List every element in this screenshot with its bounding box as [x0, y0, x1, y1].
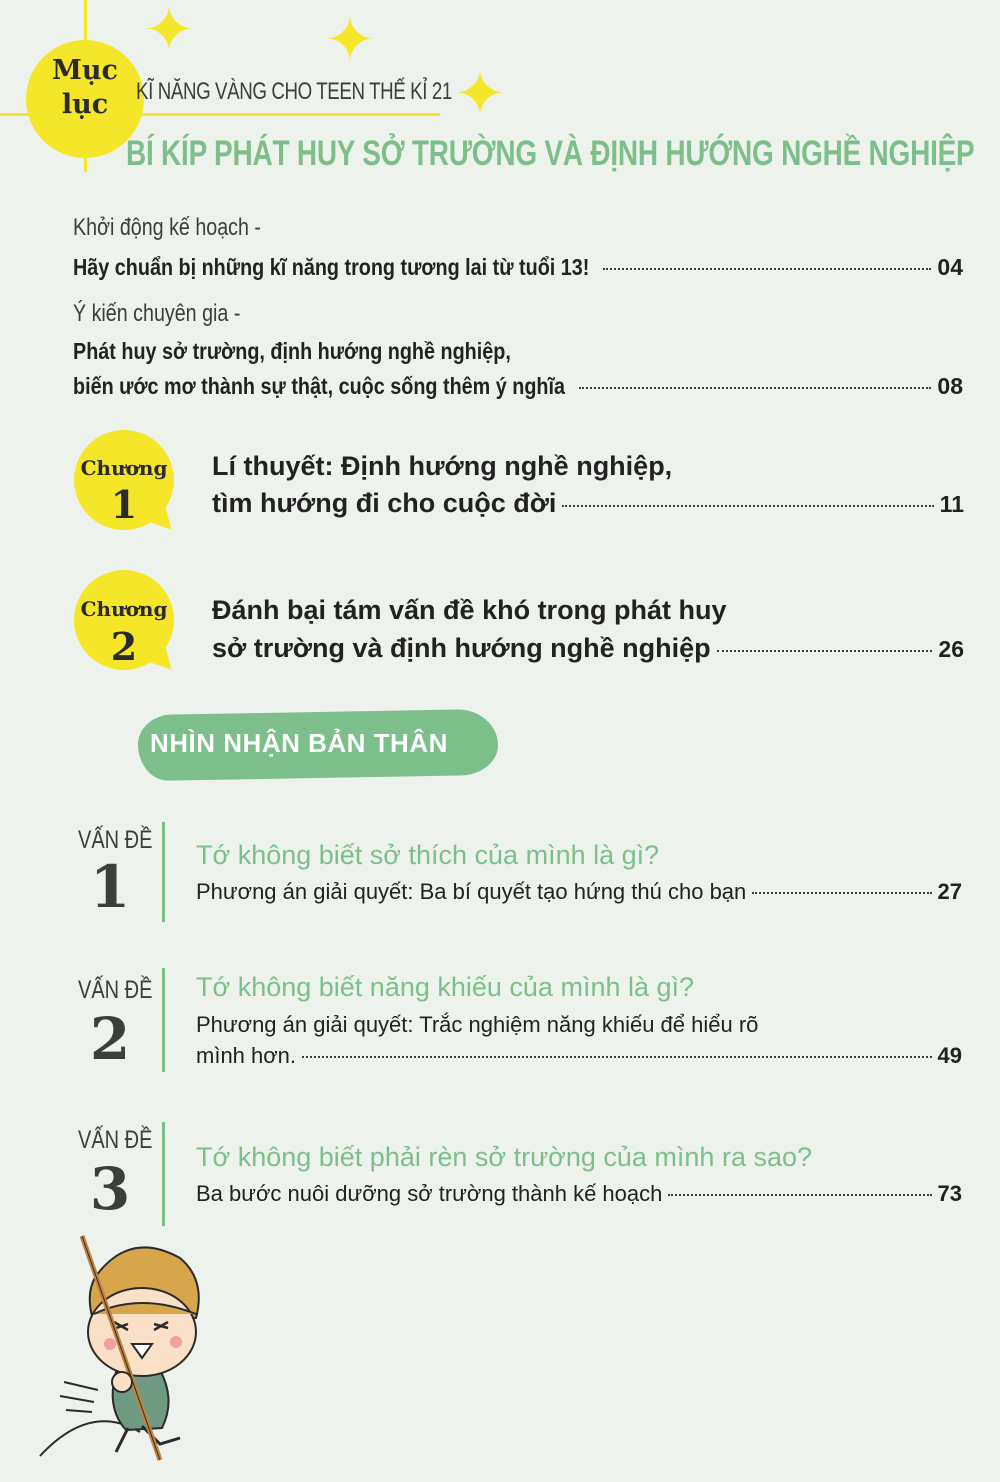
intro-title-line	[73, 338, 582, 365]
page-number: 27	[937, 879, 962, 904]
toc-badge-text	[26, 54, 144, 122]
sparkle-icon: ✦	[324, 6, 376, 75]
chapter-entry-2[interactable]	[212, 630, 964, 668]
page-number: 11	[939, 491, 964, 517]
issue-label: VẤN ĐỀ	[78, 826, 153, 854]
cartoon-boy-illustration	[30, 1232, 230, 1462]
leader-dots	[717, 650, 933, 652]
chapter-title: Lí thuyết: Định hướng nghề nghiệp,	[212, 451, 673, 481]
chapter-title: tìm hướng đi cho cuộc đời	[212, 488, 557, 518]
page-number: 04	[937, 254, 963, 280]
issue-divider	[162, 968, 165, 1072]
page-number: 49	[937, 1043, 962, 1068]
leader-dots	[603, 268, 931, 270]
issue-title: Tớ không biết sở thích của mình là gì?	[196, 840, 660, 870]
issue-title: Tớ không biết năng khiếu của mình là gì?	[196, 972, 695, 1002]
issue-title: Tớ không biết phải rèn sở trường của mình ra sao?	[196, 1142, 813, 1172]
issue-solution: mình hơn.	[196, 1043, 297, 1068]
intro-prefix: Ý kiến chuyên gia -	[73, 300, 241, 327]
page-number: 26	[938, 636, 964, 662]
chapter-number: 1	[110, 482, 138, 527]
toc-badge-line1: Mục	[52, 55, 118, 86]
issue-entry-2[interactable]	[196, 1043, 962, 1069]
sparkle-icon: ✦	[143, 0, 195, 65]
page-number: 08	[937, 373, 963, 399]
issue-divider	[162, 822, 165, 922]
issue-solution: Phương án giải quyết: Ba bí quyết tạo hứng thú cho bạn	[196, 879, 747, 904]
leader-dots	[302, 1056, 931, 1058]
chapter-title: sở trường và định hướng nghề nghiệp	[212, 633, 711, 663]
sparkle-icon: ✦	[454, 60, 506, 129]
issue-number: 2	[89, 1005, 131, 1073]
chapter-entry-1[interactable]	[212, 485, 964, 523]
issue-label: VẤN ĐỀ	[78, 976, 153, 1004]
intro-title: Phát huy sở trường, định hướng nghề nghiệp,	[73, 338, 511, 364]
intro-title: biến ước mơ thành sự thật, cuộc sống thêm ý nghĩa	[73, 373, 565, 399]
intro-entry-2[interactable]	[73, 373, 963, 400]
chapter-label: Chương	[80, 597, 168, 621]
leader-dots	[668, 1194, 931, 1196]
issue-number: 3	[89, 1155, 131, 1223]
intro-entry-1[interactable]	[73, 254, 963, 281]
intro-title: Hãy chuẩn bị những kĩ năng trong tương lai từ tuổi 13!	[73, 254, 590, 280]
chapter-number: 2	[110, 624, 138, 669]
book-title: BÍ KÍP PHÁT HUY SỞ TRƯỜNG VÀ ĐỊNH HƯỚNG NGHỀ NGHIỆP	[126, 134, 975, 173]
issue-entry-1[interactable]	[196, 879, 962, 905]
section-title: NHÌN NHẬN BẢN THÂN	[150, 728, 448, 758]
leader-dots	[579, 387, 931, 389]
issue-entry-3[interactable]	[196, 1181, 962, 1207]
leader-dots	[752, 892, 931, 894]
issue-solution: Phương án giải quyết: Trắc nghiệm năng khiếu để hiểu rõ	[196, 1012, 759, 1037]
chapter-label: Chương	[80, 456, 168, 480]
chapter-title: Đánh bại tám vấn đề khó trong phát huy	[212, 595, 727, 625]
issue-label: VẤN ĐỀ	[78, 1126, 153, 1154]
series-name: KĨ NĂNG VÀNG CHO TEEN THẾ KỈ 21	[136, 78, 452, 105]
intro-prefix: Khởi động kế hoạch -	[73, 214, 261, 241]
leader-dots	[562, 505, 933, 507]
toc-badge-line2: lục	[61, 89, 109, 120]
issue-solution: Ba bước nuôi dưỡng sở trường thành kế hoạch	[196, 1181, 663, 1206]
issue-number: 1	[89, 853, 131, 921]
page-number: 73	[937, 1181, 962, 1206]
issue-divider	[162, 1122, 165, 1226]
